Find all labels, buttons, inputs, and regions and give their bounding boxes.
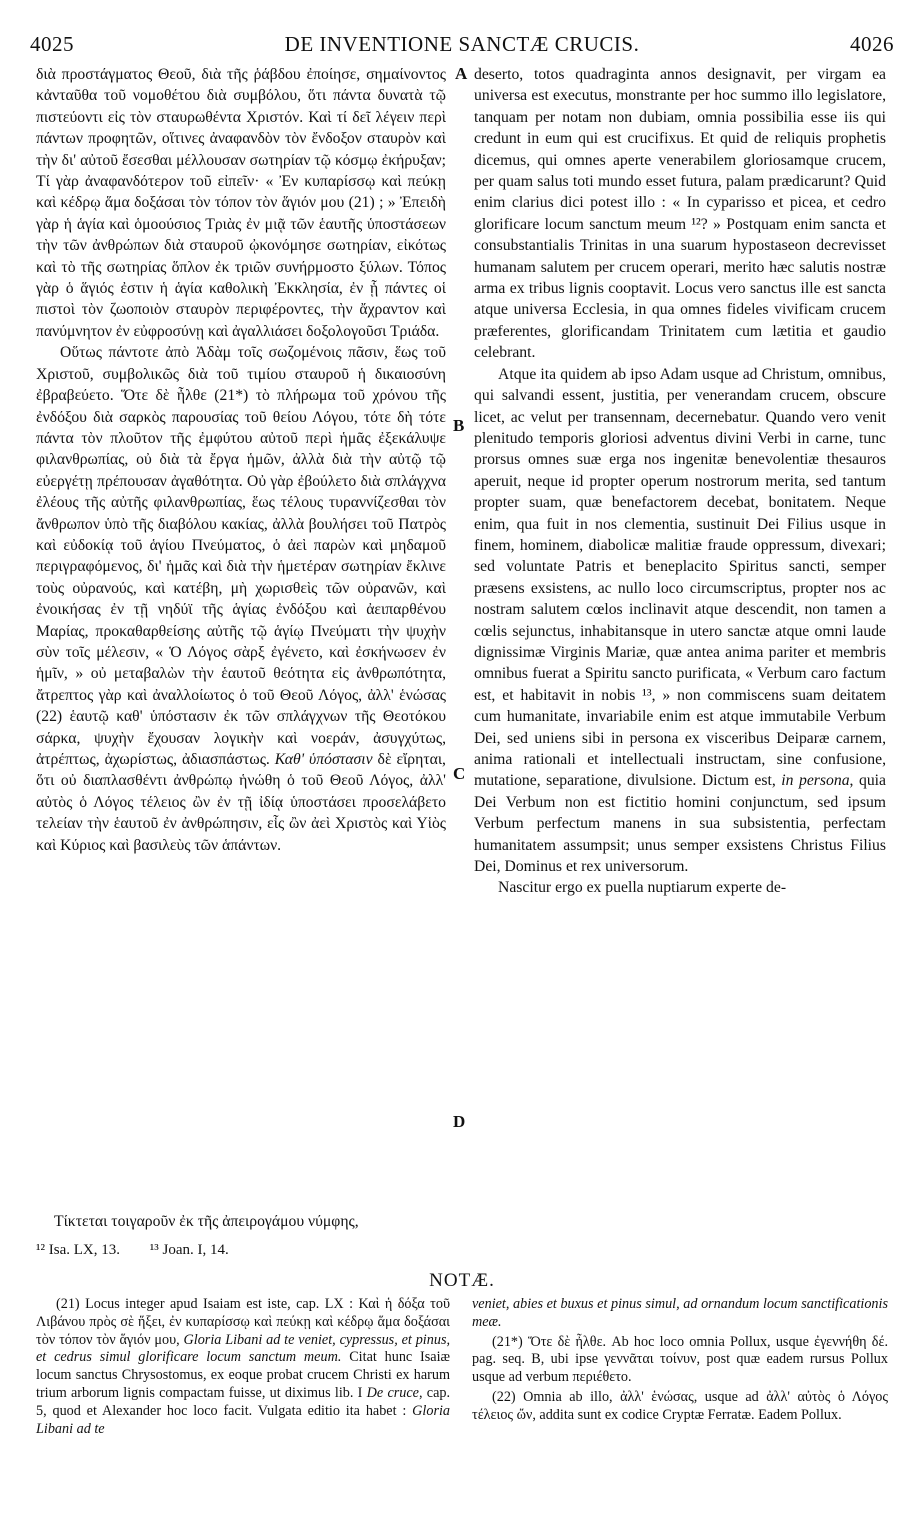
- note-21-text-b: Citat hunc Isaiæ locum sanctus Chrysostomus, ex eoque probat crucem Christi ex harum trium arborum lignis compactam fuisse, ut diximus lib. I: [36, 1349, 451, 1401]
- note-21-text-a: (21) Locus integer apud Isaiam est iste, cap. LX : Καὶ ἡ δόξα τοῦ Λιβάνου πρὸς σὲ ἥξει, ἐν κυπαρίσσῳ καὶ πεύκῃ καὶ κέδρῳ ἅμα δοξάσαι τὸν τόπον τὸν ἅγιόν μου,: [36, 1296, 450, 1348]
- note-21-italic-c: Gloria Libani ad te: [36, 1402, 450, 1437]
- notes-right-column: [472, 1296, 888, 1427]
- note-21: [36, 1296, 450, 1438]
- greek-paragraph-2-text: Οὕτως πάντοτε ἀπὸ Ἀδὰμ τοῖς σωζομένοις πᾶσιν, ἕως τοῦ Χριστοῦ, συμβολικῶς διὰ τοῦ τιμίου σταυροῦ ἡ δικαιοσύνη ἐβραβεύετο. Ὅτε δὲ ἦλθε (21*) τὸ πλήρωμα τοῦ χρόνου τῆς ἐνδόξου διὰ σαρκὸς παρουσίας τοῦ θείου Λόγου, τότε δὴ τότε πάντα τὸν πλοῦτον τῆς ἐμφύτου αὐτοῦ περὶ ἡμᾶς ἐξεκάλυψε φιλανθρωπίας, οὐ διὰ τὰ ἔργα ἡμῶν, ἀλλὰ διὰ τὴν αὐτῷ τῷ εὐεργέτῃ πρέπουσαν ἀγαθότητα. Οὐ γὰρ ἐβούλετο διὰ σπλάγχνα ἐλέους τῆς αὐτῆς φιλανθρωπίας, ἕως τέλους τυραννίζεσθαι τὸν ἄνθρωπον ὑπὸ τῆς διαβόλου κακίας, ἀλλὰ βουλήσει τοῦ Πατρὸς καὶ εὐδοκίᾳ τοῦ ἁγίου Πνεύματος, ὁ ἀεὶ παρὼν καὶ μηδαμοῦ περιγραφόμενος, δι' ἡμᾶς καὶ διὰ τὴν ἡμετέραν σωτηρίαν ἔκλινε τοὺς οὐρανούς, καὶ κατέβη, μὴ χωρισθεὶς τῶν οὐρανῶν, καὶ ἐνοικήσας ἐν τῇ νηδύϊ τῆς ἁγίας ἐνδόξου καὶ ἀειπαρθένου Μαρίας, προκαθαρθείσης αὐτῆς τῷ ἁγίῳ Πνεύματι τὴν ψυχὴν σὺν τοῖς μέλεσιν, « Ὁ Λόγος σὰρξ ἐγένετο, καὶ ἐσκήνωσεν ἐν ἡμῖν, » οὐ μεταβαλὼν τὴν ἑαυτοῦ θεότητα εἰς ἀνθρωπότητα, ἄτρεπτος γὰρ καὶ ἀναλλοίωτος ὁ τοῦ Θεοῦ Λόγος, ἀλλ' ἑνώσας (22) ἑαυτῷ καθ' ὑπόστασιν ἐκ τῶν σπλάγχνων τῆς Θεοτόκου σάρκα, ψυχὴν ἔχουσαν λογικὴν καὶ νοεράν, ἀσυγχύτως, ἀτρέπτως, ἀχωρίστως, ἀδιασπάστως.: [36, 344, 446, 768]
- notes-left-column: [36, 1296, 450, 1440]
- note-21-italic-a: Gloria Libani ad te veniet, cypressus, et pinus, et cedrus simul glorificare locum sanctum meum.: [36, 1331, 451, 1366]
- margin-marker-b: B: [453, 416, 465, 435]
- greek-italic-phrase: Καθ' ὑπόστασιν: [274, 751, 373, 768]
- note-21-continuation-italic: veniet, abies et buxus et pinus simul, ad ornandum locum sanctificationis meæ.: [472, 1296, 888, 1330]
- footnote-references: [36, 1242, 255, 1259]
- latin-italic-phrase: in persona: [781, 772, 850, 790]
- latin-paragraph-2: [474, 364, 886, 878]
- greek-final-line: Τίκτεται τοιγαροῦν ἐκ τῆς ἀπειρογάμου νύμφης,: [54, 1213, 359, 1230]
- footnote-ref-13: ¹³ Joan. I, 14.: [149, 1242, 229, 1258]
- note-21-text-c: , cap. 5, quod et Alexander hoc loco facit. Vulgata editio ita habet :: [36, 1384, 451, 1419]
- latin-paragraph-1: deserto, totos quadraginta annos designavit, per virgam ea universa est executus, monstrante per hoc summo illo legislatore, tanquam per notam non dubiam, omnia possibilia esse iis qui credunt in eum qui est crucifixus. Et quid de reliquis prophetis dicemus, qui omnes aperte venerabilem gloriosamque crucem, per quam salus toti mundo esset futura, palam prædicarunt? Quid enim clarius dici potest illo : « In cyparisso et picea, et cedro glorificare locum sanctum meum ¹²? » Postquam enim sancta et consubstantialis Trinitas in una suarum hypostaseon decrevisset humanam salutem per crucem operari, merito hæc salutis nostræ arma ex tribus lignis cooptavit. Locus vero sanctus ille est sancta atque universa Ecclesia, in qua omnes fideles vivificam crucem præferentes, glorificandam Trinitatem cum lætitia et gaudio celebrant.: [474, 66, 886, 362]
- latin-paragraph-2-text: Atque ita quidem ab ipso Adam usque ad Christum, omnibus, qui salvandi essent, justitia, per venerandam crucem, obscure licet, ac velut per transennam, decernebatur. Quando vero venit plenitudo temporis gloriosi adventus divini Verbi in carne, tunc prorsus omnes suæ erga nos ingenitæ benevolentiæ thesauros aperuit, neque id propter operum nostrorum merita, sed tantum propter suam, quæ benefactorem decebat, bonitatem. Neque enim, qua fuit in nos clementia, sustinuit Dei Filius usque in finem, hominem, diabolicæ malitiæ fraude oppressum, divexari; sed voluntate Patris et beneplacito Spiritus sancti, semper præsens exsistens, ac nullo loco circumscriptus, propter nos ac nostram salutem cœlos inclinavit atque descendit, non tamen a cœlis sejunctus, inhabitansque in utero sanctæ atque omni laude dignissimæ Virginis Mariæ, quæ antea anima pariter et membris omnibus fuerat a Spiritu sancto purificata, « Verbum caro factum est, et habitavit in nobis ¹³, » non commiscens suam deitatem cum humanitate, invariabile enim est atque immutabile Verbum Dei, sed uniens sibi in persona ex visceribus Deiparæ carnem, anima rationali et intellectuali instructam, sine confusione, mutatione, separatione, divulsione. Dictum est,: [474, 365, 886, 790]
- margin-marker-d: D: [453, 1112, 466, 1131]
- notes-heading: NOTÆ.: [429, 1270, 495, 1291]
- greek-paragraph-1: διὰ προστάγματος Θεοῦ, διὰ τῆς ῥάβδου ἐποίησε, σημαίνοντος κἀνταῦθα τοῦ νομοθέτου διὰ συμβόλου, ὅτι πάντα δυνατὰ τῷ πιστεύοντι εἰς τὸν σταυρωθέντα Χριστόν. Καὶ τί δεῖ λέγειν περὶ πάντων προφητῶν, οἵτινες ἀναφανδὸν τὸν ἔνδοξον σταυρὸν καὶ τὴν δι' αὐτοῦ ἔσεσθαι μέλλουσαν σωτηρίαν τῷ κόσμῳ ἐκήρυξαν; Τί γὰρ ἀναφανδότερον τοῦ εἰπεῖν· « Ἐν κυπαρίσσῳ καὶ πεύκῃ καὶ κέδρῳ ἅμα δοξάσαι τὸν τόπον τὸν ἅγιόν μου (21) ; » Ἐπειδὴ γὰρ ἡ ἁγία καὶ ὁμοούσιος Τριὰς ἐν μιᾷ τῶν ἑαυτῆς ὑποστάσεων τὴν τῶν ἀνθρώπων διὰ σταυροῦ ᾠκονόμησε σωτηρίαν, εἰκότως καὶ τὸ τῆς σωτηρίας ὅπλον ἐκ τριῶν συνήρμοστο ξύλων. Τόπος γὰρ ὁ ἅγιός ἐστιν ἡ ἁγία καθολικὴ Ἐκκλησία, ἐν ᾗ πάντες οἱ πιστοὶ τὸν ζωοποιὸν σταυρὸν περιφέροντες, τὴν ἄχραντον καὶ πανύμνητον ἐν εὐφροσύνῃ καὶ ἀγαλλιάσει δοξολογοῦσι Τριάδα.: [36, 66, 446, 340]
- note-21-continuation: [472, 1296, 888, 1332]
- margin-marker-a: A: [455, 64, 468, 83]
- greek-paragraph-2: [36, 342, 446, 856]
- note-21-star: (21*) Ὅτε δὲ ἦλθε. Ab hoc loco omnia Pollux, usque ἐγεννήθη δέ. pag. seq. B, ubi ipse γεννᾶται τοίνυν, post quæ eadem rursus Pollux usque ad verbum περιέθετο.: [472, 1333, 888, 1386]
- latin-paragraph-3: Nascitur ergo ex puella nuptiarum experte de-: [498, 879, 787, 897]
- page-number-left: 4025: [30, 32, 74, 56]
- running-title: DE INVENTIONE SANCTÆ CRUCIS.: [284, 32, 640, 56]
- greek-column: [36, 64, 446, 856]
- latin-column: [474, 64, 886, 899]
- latin-paragraph-2-tail: , quia Dei Verbum non est fictitio homini conjunctum, sed ipsum Verbum perfectum manens in sua subsistentia, perfectam humanitatem assumpsit; unus semper exsistens Christus Filius Dei, Dominus et rex universorum.: [474, 772, 886, 876]
- margin-marker-c: C: [453, 764, 466, 783]
- greek-paragraph-2-tail: δὲ εἴρηται, ὅτι οὐ διαπλασθέντι ἀνθρώπῳ ἡνώθη ὁ τοῦ Θεοῦ Λόγος, ἀλλ' αὐτὸς ὁ Λόγος τέλειος ὢν ἐν τῇ ἰδίᾳ ὑποστάσει προσελάβετο τελείαν τὴν ἑαυτοῦ ἐν ἀνθρώπησιν, εἷς ὢν ἀεὶ Χριστὸς καὶ Υἱὸς καὶ Κύριος καὶ βασιλεὺς τῶν ἁπάντων.: [36, 751, 446, 854]
- page-number-right: 4026: [850, 32, 894, 56]
- page-header: [30, 32, 894, 62]
- footnote-ref-12: ¹² Isa. LX, 13.: [36, 1242, 120, 1258]
- note-21-italic-b: De cruce: [366, 1384, 419, 1401]
- note-22: (22) Omnia ab illo, ἀλλ' ἑνώσας, usque ad ἀλλ' αὐτὸς ὁ Λόγος τέλειος ὤν, addita sunt ex codice Cryptæ Ferratæ. Eadem Pollux.: [472, 1388, 888, 1423]
